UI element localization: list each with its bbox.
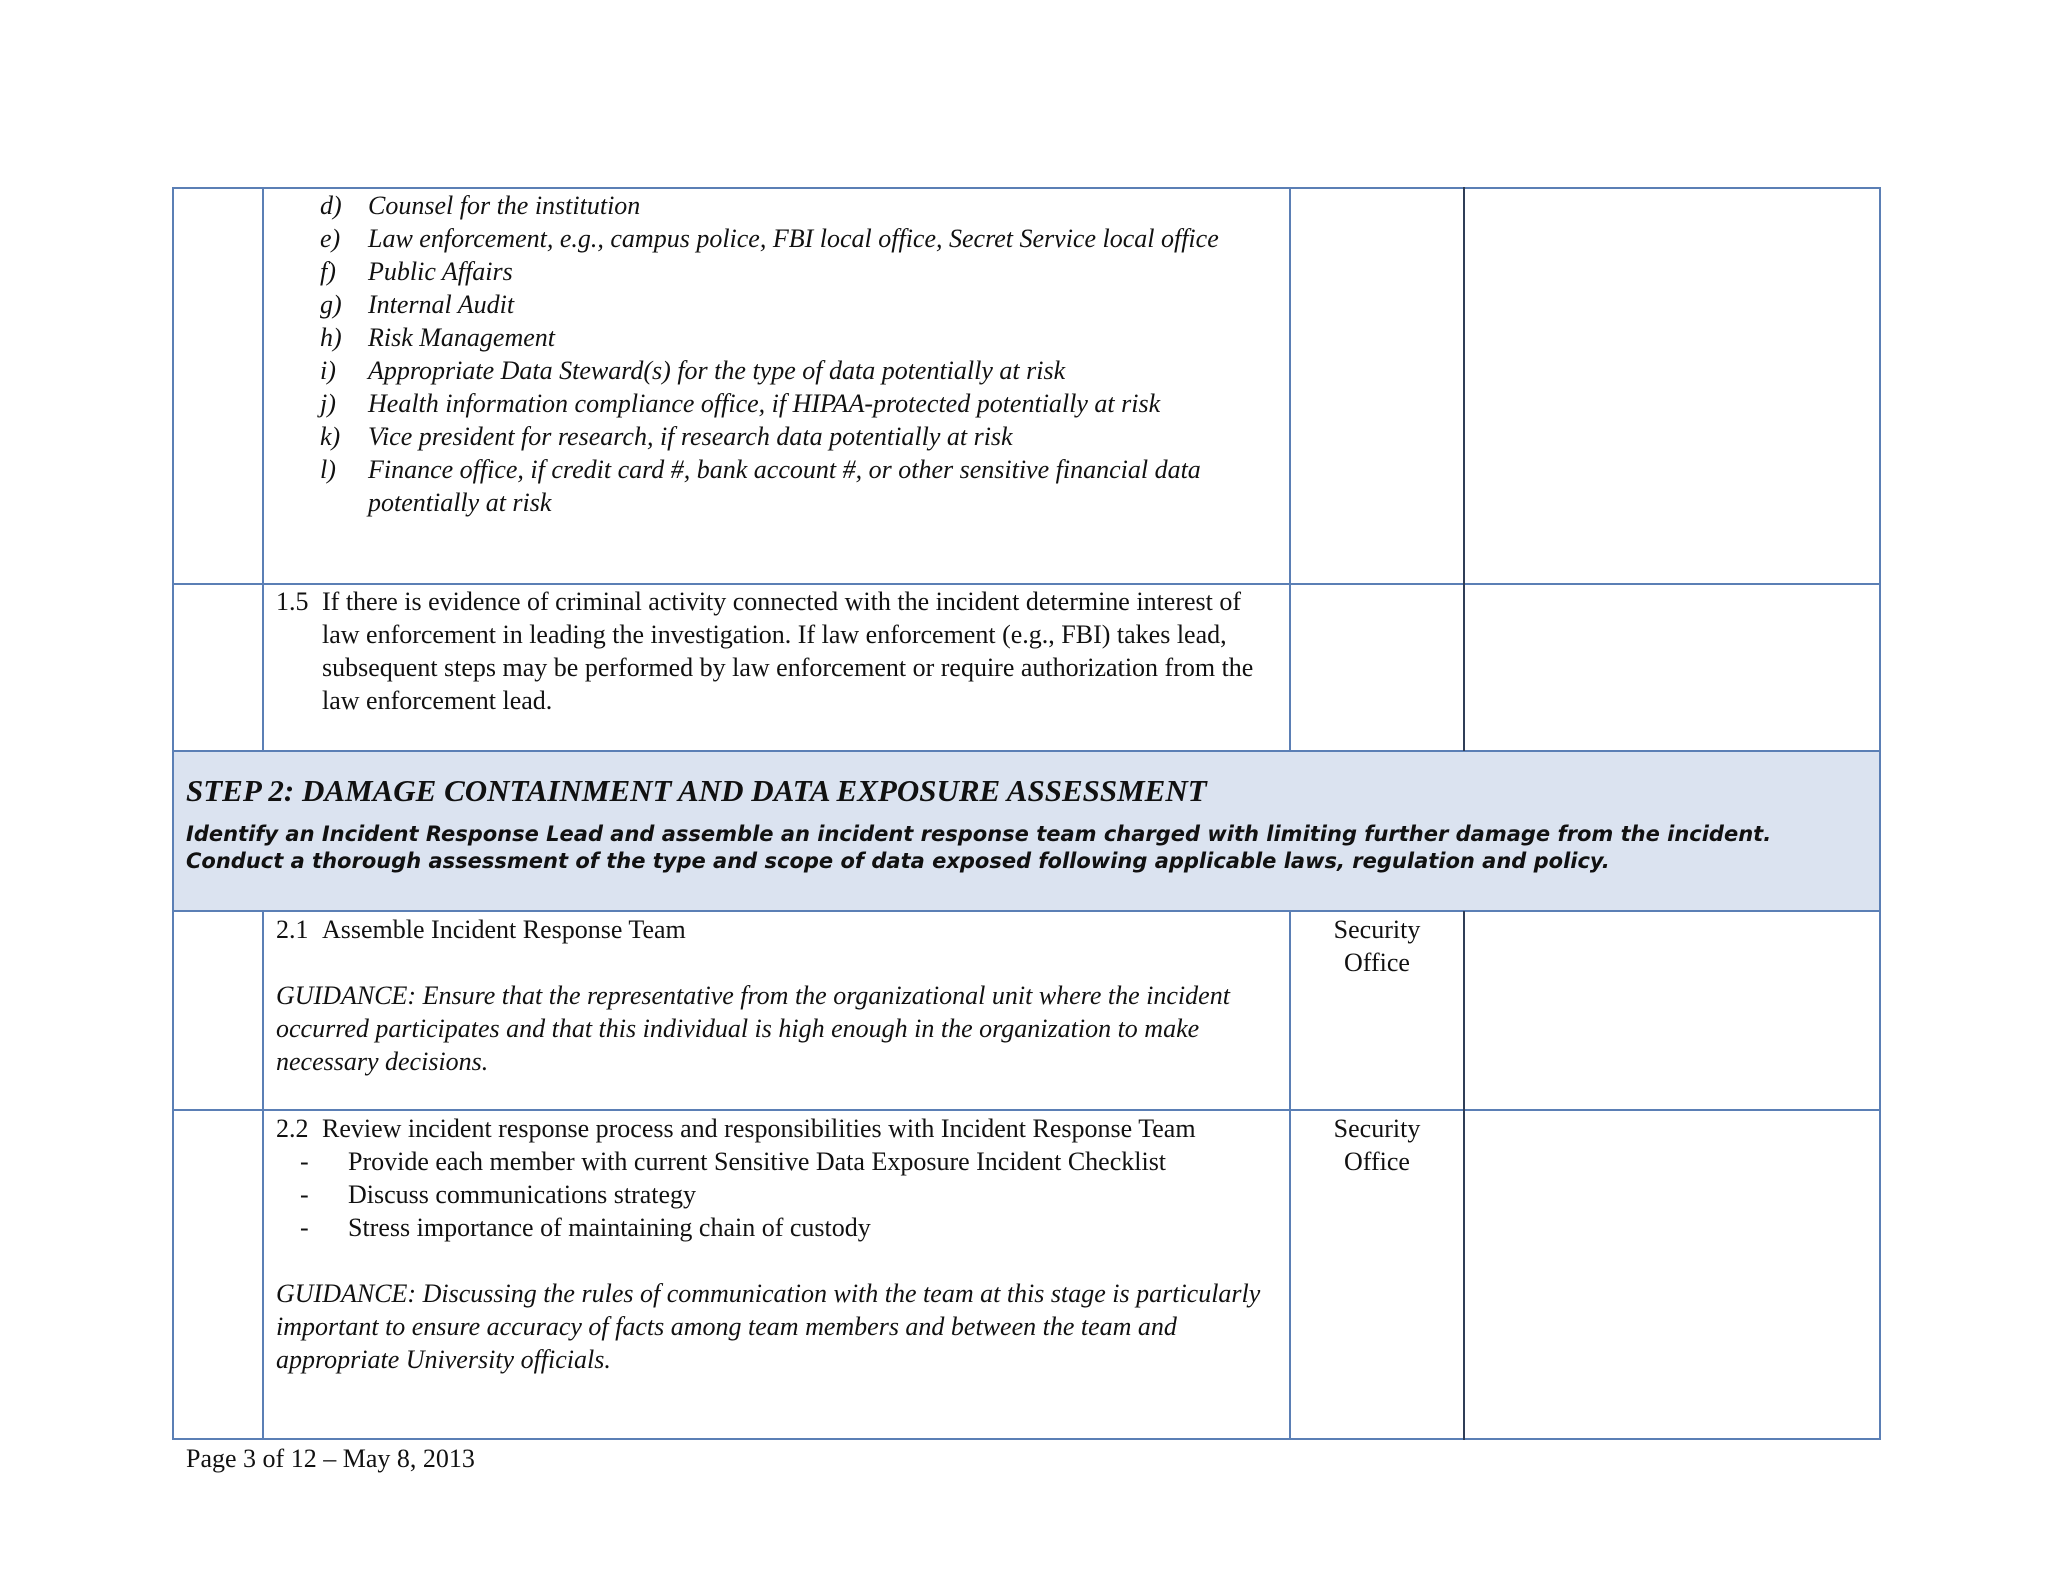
item-number: 2.1	[276, 915, 309, 944]
column-divider	[262, 187, 264, 751]
page-footer: Page 3 of 12 – May 8, 2013	[186, 1444, 475, 1473]
column-divider	[1463, 911, 1465, 1440]
step2-description: Identify an Incident Response Lead and assemble an incident response team charged with limiting further damage from the incident. Conduct a thorough assessment of the type and scope of data exposed following applicable laws, regulation and policy.	[186, 822, 1772, 873]
responsible-party: Security Office	[1333, 915, 1421, 977]
column-divider	[1289, 187, 1291, 751]
column-divider	[262, 911, 264, 1440]
list-item: e) Law enforcement, e.g., campus police, FBI local office, Secret Service local office	[320, 224, 1219, 253]
item-number: 1.5	[276, 587, 309, 616]
item-text: Assemble Incident Response Team	[322, 915, 686, 944]
list-item: - Stress importance of maintaining chain of custody	[300, 1213, 871, 1242]
list-item: d) Counsel for the institution	[320, 191, 641, 220]
stakeholder-list	[320, 189, 1280, 519]
list-item: g) Internal Audit	[320, 290, 515, 319]
list-item: h) Risk Management	[320, 323, 556, 352]
list-item: - Discuss communications strategy	[300, 1180, 697, 1209]
row-divider	[172, 910, 1881, 912]
responsible-party: Security Office	[1333, 1114, 1421, 1176]
table-border-bottom	[172, 1438, 1881, 1440]
table-border-left	[172, 187, 174, 1440]
checklist-item-2-2	[276, 1112, 1276, 1376]
list-item: k) Vice president for research, if research data potentially at risk	[320, 422, 1013, 451]
list-item: f) Public Affairs	[320, 257, 513, 286]
guidance-text: GUIDANCE: Discussing the rules of communication with the team at this stage is particularly important to ensure accuracy of facts among team members and between the team and appropriate University officials.	[276, 1279, 1261, 1374]
column-divider	[1463, 187, 1465, 751]
table-border-right	[1879, 187, 1881, 1440]
item-number: 2.2	[276, 1114, 309, 1143]
row-divider	[172, 1109, 1881, 1111]
step2-title: STEP 2: DAMAGE CONTAINMENT AND DATA EXPOSURE ASSESSMENT	[186, 773, 1207, 808]
list-item: i) Appropriate Data Steward(s) for the type of data potentially at risk	[320, 356, 1066, 385]
checklist-item-1-5	[276, 585, 1276, 717]
item-text: Review incident response process and responsibilities with Incident Response Team	[322, 1114, 1196, 1143]
list-item: l) Finance office, if credit card #, bank account #, or other sensitive financial data potentially at risk	[320, 455, 1201, 517]
row-divider	[172, 750, 1881, 752]
checklist-item-2-1	[276, 913, 1276, 1078]
item-text: If there is evidence of criminal activity connected with the incident determine interest of law enforcement in leading the investigation. If law enforcement (e.g., FBI) takes lead, subsequent steps may be performed by law enforcement or require authorization from the law enforcement lead.	[322, 587, 1254, 715]
list-item: - Provide each member with current Sensitive Data Exposure Incident Checklist	[300, 1147, 1167, 1176]
checklist-table	[172, 187, 1881, 1440]
step2-header-band	[172, 751, 1881, 911]
list-item: j) Health information compliance office, if HIPAA-protected potentially at risk	[320, 389, 1161, 418]
guidance-text: GUIDANCE: Ensure that the representative from the organizational unit where the incident occurred participates and that this individual is high enough in the organization to make necessary decisions.	[276, 981, 1230, 1076]
